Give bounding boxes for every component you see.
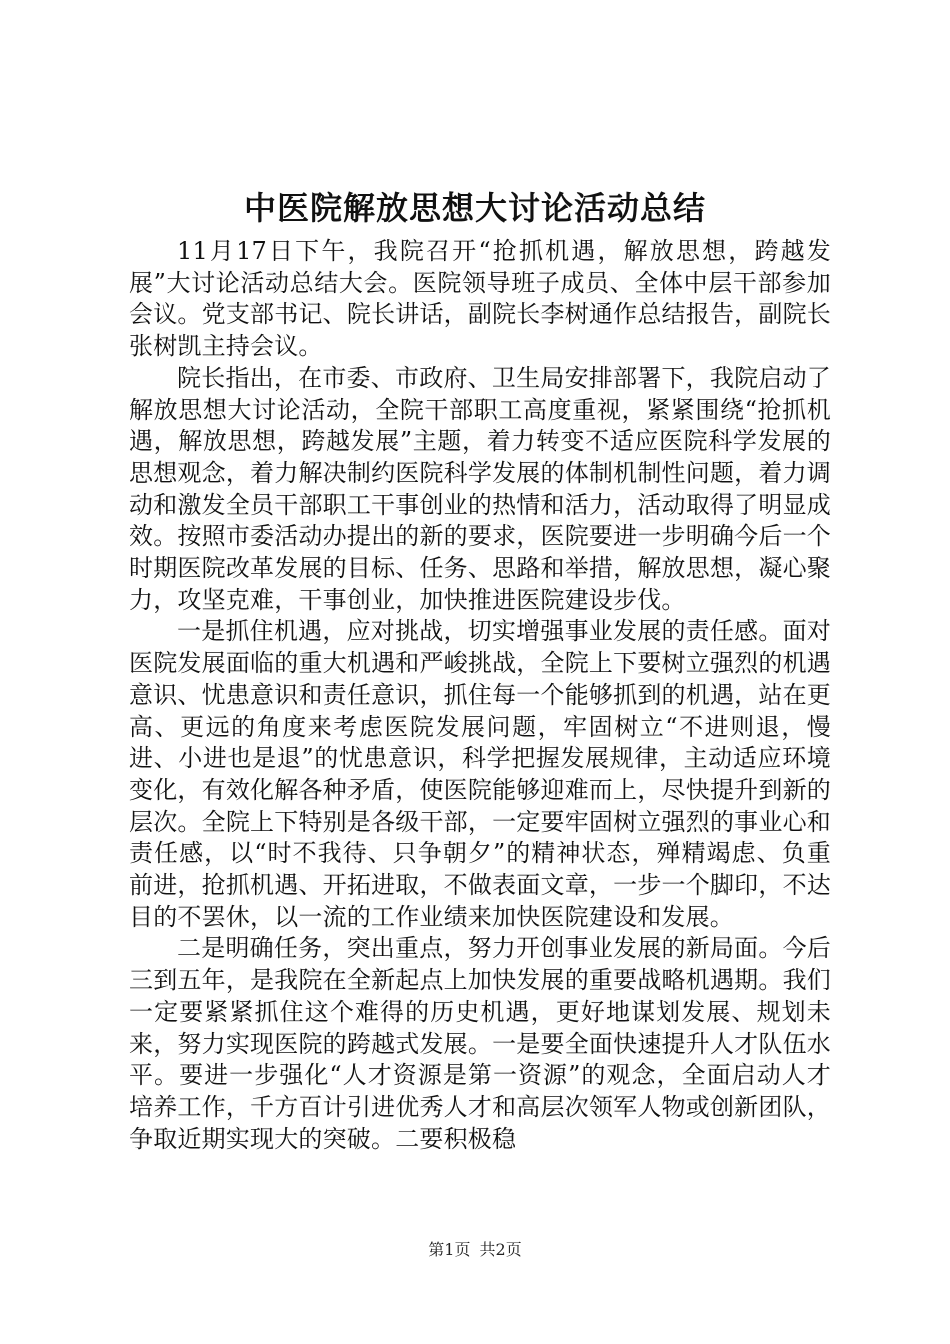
paragraph-4: 二是明确任务，突出重点，努力开创事业发展的新局面。今后三到五年，是我院在全新起点上加快发展的重要战略机遇期。我们一定要紧紧抓住这个难得的历史机遇，更好地谋划发展、规划未来，努力实现医院的跨越式发展。一是要全面快速提升人才队伍水平。要进一步强化“人才资源是第一资源”的观念，全面启动人才培养工作，千方百计引进优秀人才和高层次领军人物或创新团队，争取近期实现大的突破。二要积极稳	[129, 934, 831, 1153]
page-total: 共2页	[479, 1240, 522, 1259]
page-footer	[0, 1240, 950, 1260]
page-number: 第1页	[428, 1240, 471, 1259]
document-body	[129, 236, 831, 1155]
paragraph-1: 11月17日下午，我院召开“抢抓机遇，解放思想，跨越发展”大讨论活动总结大会。医院领导班子成员、全体中层干部参加会议。党支部书记、院长讲话，副院长李树通作总结报告，副院长张树凯主持会议。	[129, 237, 831, 361]
document-title: 中医院解放思想大讨论活动总结	[243, 189, 706, 227]
paragraph-3: 一是抓住机遇，应对挑战，切实增强事业发展的责任感。面对医院发展面临的重大机遇和严峻挑战，全院上下要树立强烈的机遇意识、忧患意识和责任意识，抓住每一个能够抓到的机遇，站在更高、更远的角度来考虑医院发展问题，牢固树立“不进则退，慢进、小进也是退”的忧患意识，科学把握发展规律，主动适应环境变化，有效化解各种矛盾，使医院能够迎难而上，尽快提升到新的层次。全院上下特别是各级干部，一定要牢固树立强烈的事业心和责任感，以“时不我待、只争朝夕”的精神状态，殚精竭虑、负重前进，抢抓机遇、开拓进取，不做表面文章，一步一个脚印，不达目的不罢休，以一流的工作业绩来加快医院建设和发展。	[129, 617, 831, 931]
paragraph-2: 院长指出，在市委、市政府、卫生局安排部署下，我院启动了解放思想大讨论活动，全院干部职工高度重视，紧紧围绕“抢抓机遇，解放思想，跨越发展”主题，着力转变不适应医院科学发展的思想观念，着力解决制约医院科学发展的体制机制性问题，着力调动和激发全员干部职工干事创业的热情和活力，活动取得了明显成效。按照市委活动办提出的新的要求，医院要进一步明确今后一个时期医院改革发展的目标、任务、思路和举措，解放思想，凝心聚力，攻坚克难，干事创业，加快推进医院建设步伐。	[129, 363, 831, 614]
